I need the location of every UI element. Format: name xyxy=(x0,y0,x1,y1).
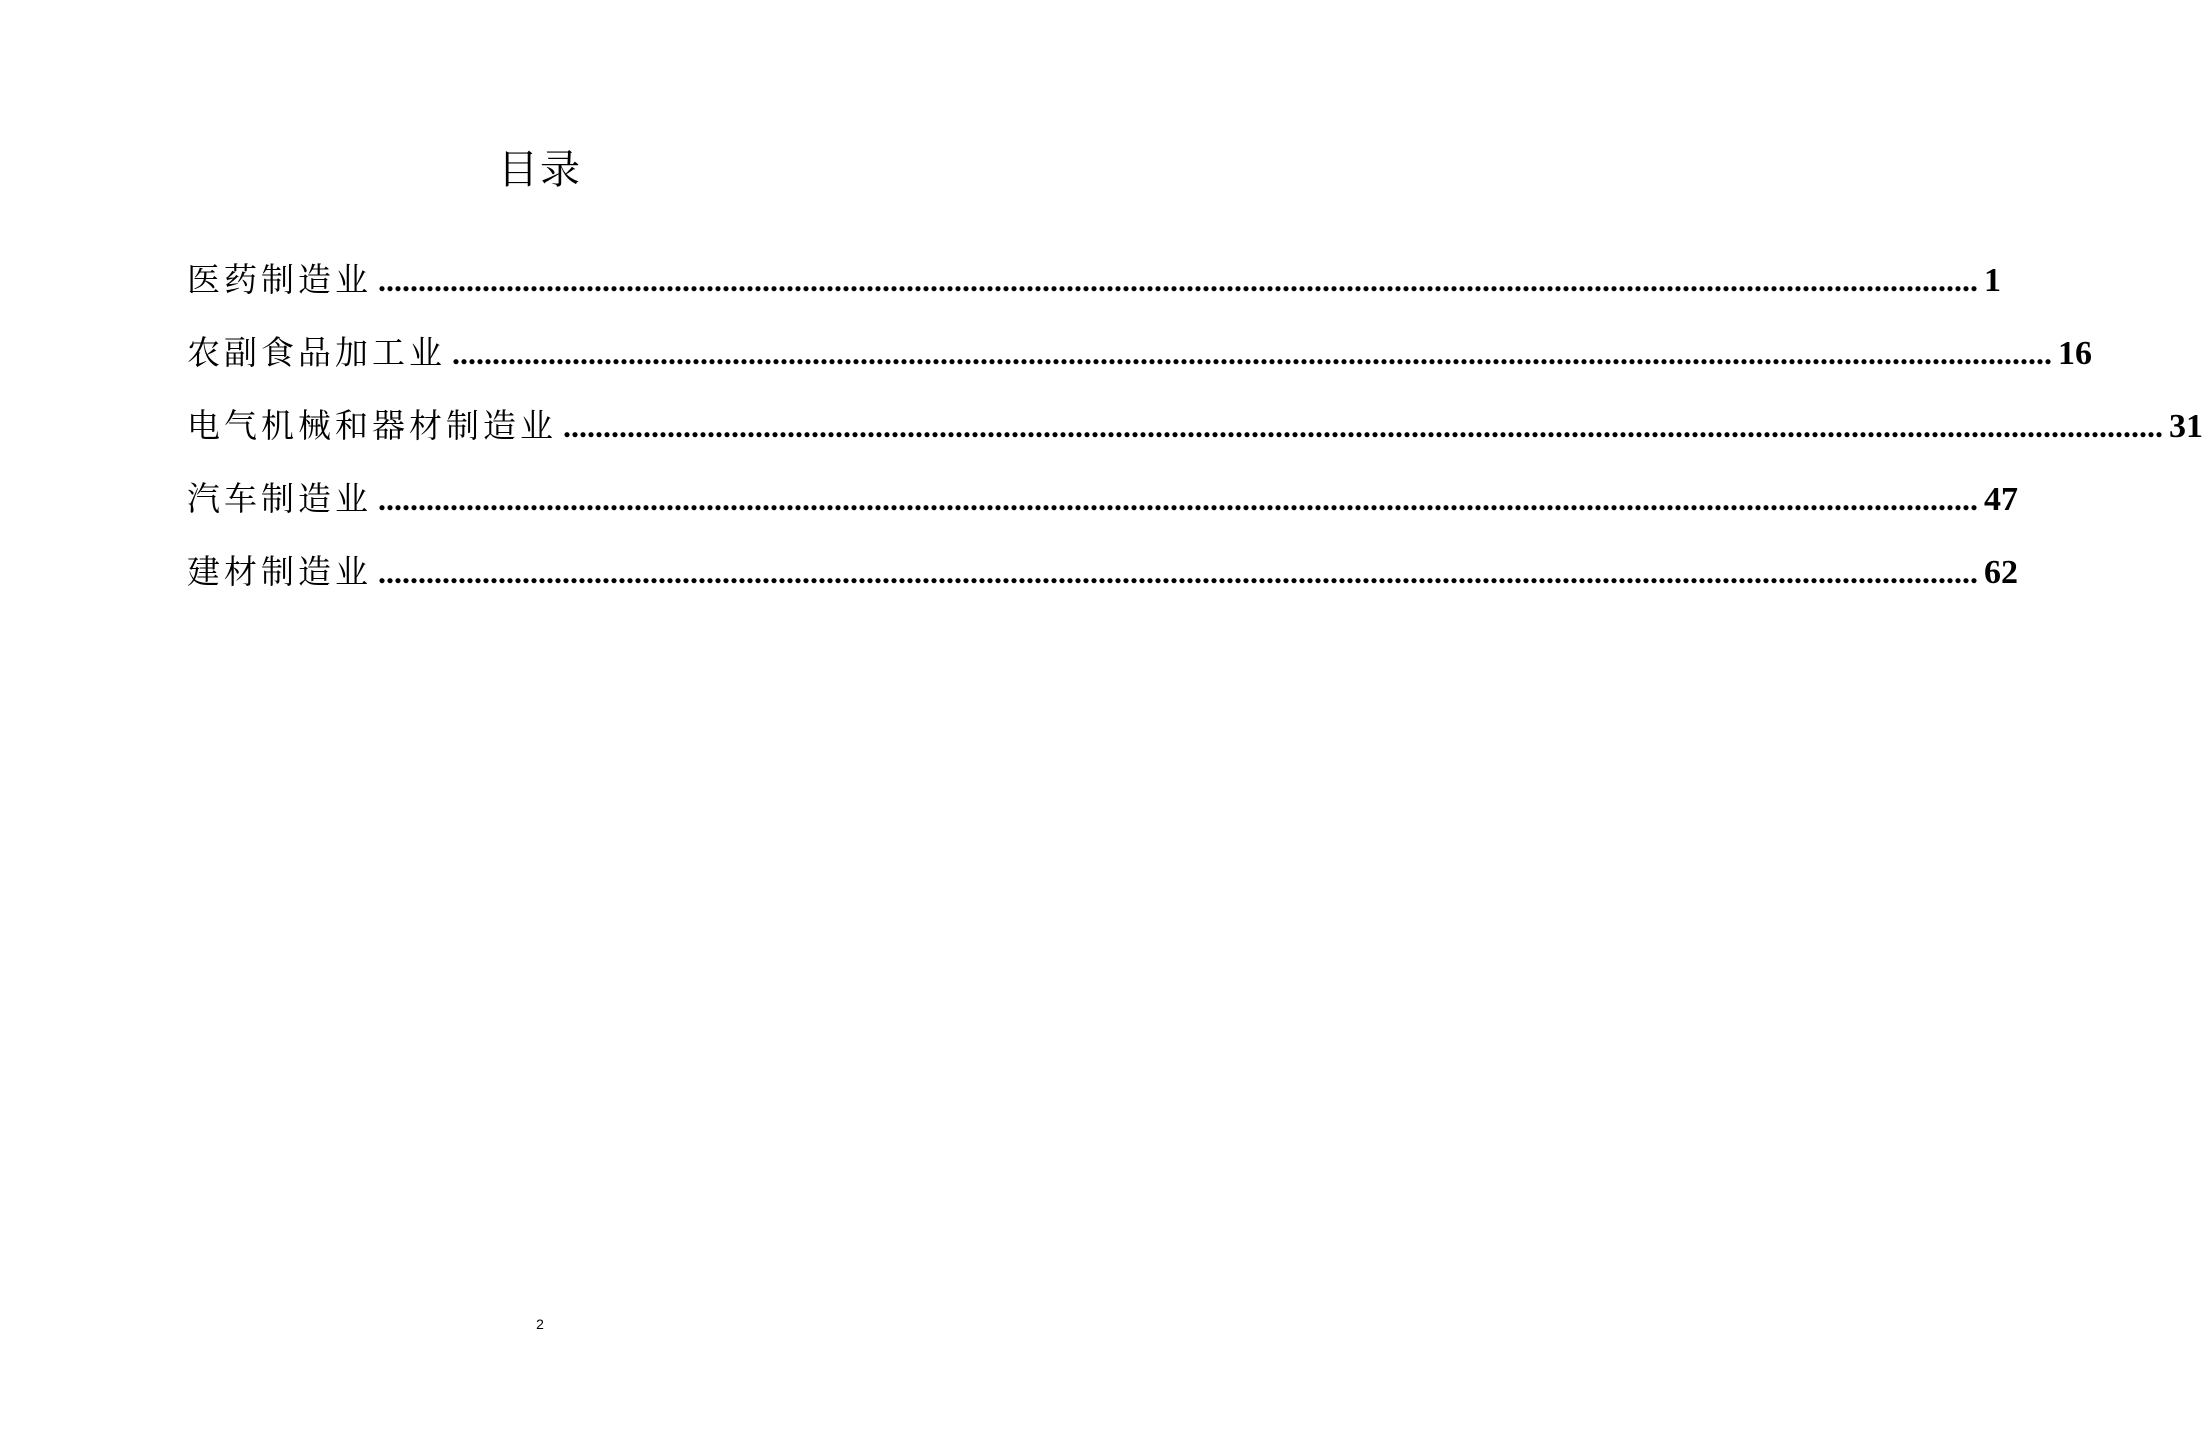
toc-entry[interactable] xyxy=(187,325,2092,398)
toc-entry[interactable] xyxy=(187,471,2018,544)
toc-entry-label: 医药制造业 xyxy=(187,260,372,299)
toc-entry-label: 农副食品加工业 xyxy=(187,333,446,372)
toc-entry-label: 建材制造业 xyxy=(187,552,372,591)
page-number: 2 xyxy=(536,1316,544,1332)
table-of-contents xyxy=(187,252,2203,617)
toc-entry-page: 47 xyxy=(1984,481,2018,518)
toc-entry-page: 1 xyxy=(1984,262,2001,299)
toc-dot-leader: ........................................................................................................................................................................................................ xyxy=(378,262,1978,298)
toc-dot-leader: ........................................................................................................................................................................................................ xyxy=(378,554,1978,590)
toc-entry[interactable] xyxy=(187,252,2001,325)
toc-title: 目录 xyxy=(498,147,582,193)
toc-entry-page: 62 xyxy=(1984,554,2018,591)
toc-entry-label: 电气机械和器材制造业 xyxy=(187,406,557,445)
toc-dot-leader: ........................................................................................................................................................................................................ xyxy=(378,481,1978,517)
toc-entry[interactable] xyxy=(187,544,2018,617)
toc-entry[interactable] xyxy=(187,398,2203,471)
toc-entry-page: 31 xyxy=(2169,408,2203,445)
toc-entry-page: 16 xyxy=(2058,335,2092,372)
toc-dot-leader: ........................................................................................................................................................................................................ xyxy=(563,408,2163,444)
toc-entry-label: 汽车制造业 xyxy=(187,479,372,518)
toc-dot-leader: ........................................................................................................................................................................................................ xyxy=(452,335,2052,371)
